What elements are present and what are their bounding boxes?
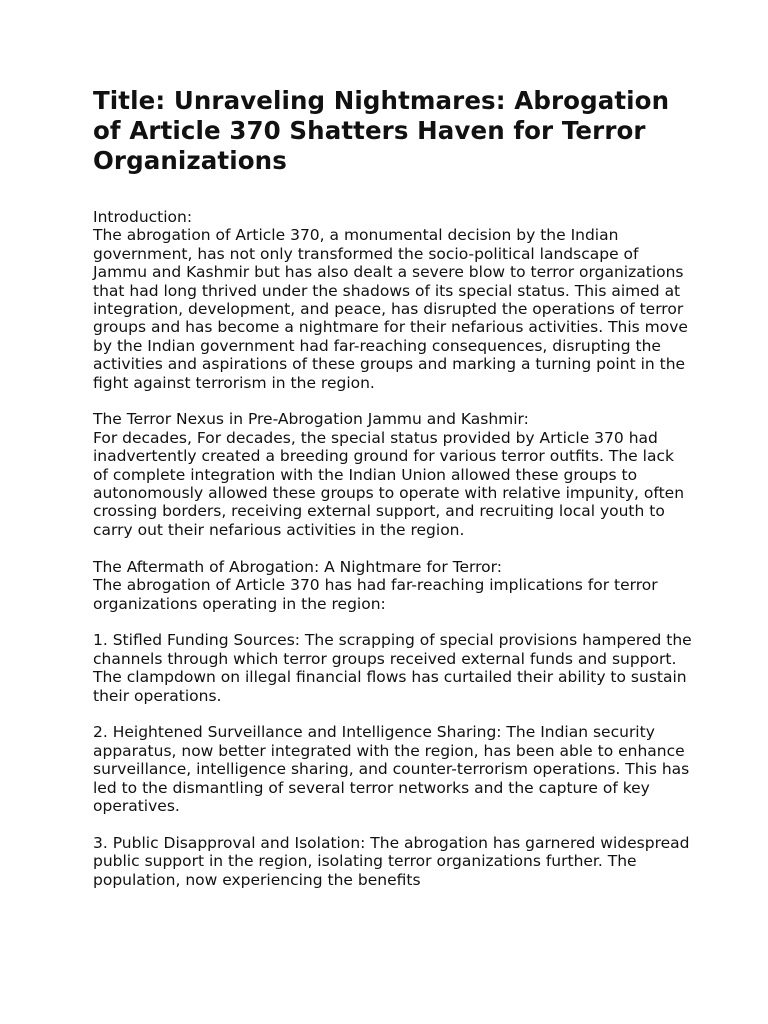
terror-nexus-heading: The Terror Nexus in Pre-Abrogation Jammu and Kashmir:	[93, 410, 529, 429]
aftermath-heading: The Aftermath of Abrogation: A Nightmare for Terror:	[93, 557, 502, 576]
document-page	[93, 86, 693, 907]
terror-nexus-section	[93, 410, 693, 539]
terror-nexus-paragraph: For decades, For decades, the special status provided by Article 370 had inadvertently created a breeding ground for various terror outfits. The lack of complete integration with the Indian Union allowed these groups to autonomously allowed these groups to operate with relative impunity, often crossing borders, receiving external support, and recruiting local youth to carry out their nefarious activities in the region.	[93, 428, 685, 539]
point-funding: 1. Stifled Funding Sources: The scrapping of special provisions hampered the channels through which terror groups received external funds and support. The clampdown on illegal financial flows has curtailed their ability to sustain their operations.	[93, 631, 692, 705]
document-title: Title: Unraveling Nightmares: Abrogation of Article 370 Shatters Haven for Terror Organizations	[93, 86, 670, 175]
aftermath-paragraph: The abrogation of Article 370 has had far-reaching implications for terror organizations operating in the region:	[93, 576, 658, 613]
point-surveillance: 2. Heightened Surveillance and Intelligence Sharing: The Indian security apparatus, now better integrated with the region, has been able to enhance surveillance, intelligence sharing, and counter-terrorism operations. This has led to the dismantling of several terror networks and the capture of key operatives.	[93, 723, 690, 815]
point-public-disapproval: 3. Public Disapproval and Isolation: The abrogation has garnered widespread public support in the region, isolating terror organizations further. The population, now experiencing the benefits	[93, 833, 690, 889]
aftermath-section	[93, 558, 693, 613]
introduction-paragraph: The abrogation of Article 370, a monumental decision by the Indian government, has not only transformed the socio-political landscape of Jammu and Kashmir but has also dealt a severe blow to terror organizations that had long thrived under the shadows of its special status. This aimed at integration, development, and peace, has disrupted the operations of terror groups and has become a nightmare for their nefarious activities. This move by the Indian government had far-reaching consequences, disrupting the activities and aspirations of these groups and marking a turning point in the fight against terrorism in the region.	[93, 226, 688, 392]
introduction-heading: Introduction:	[93, 208, 193, 226]
introduction-section	[93, 208, 693, 392]
